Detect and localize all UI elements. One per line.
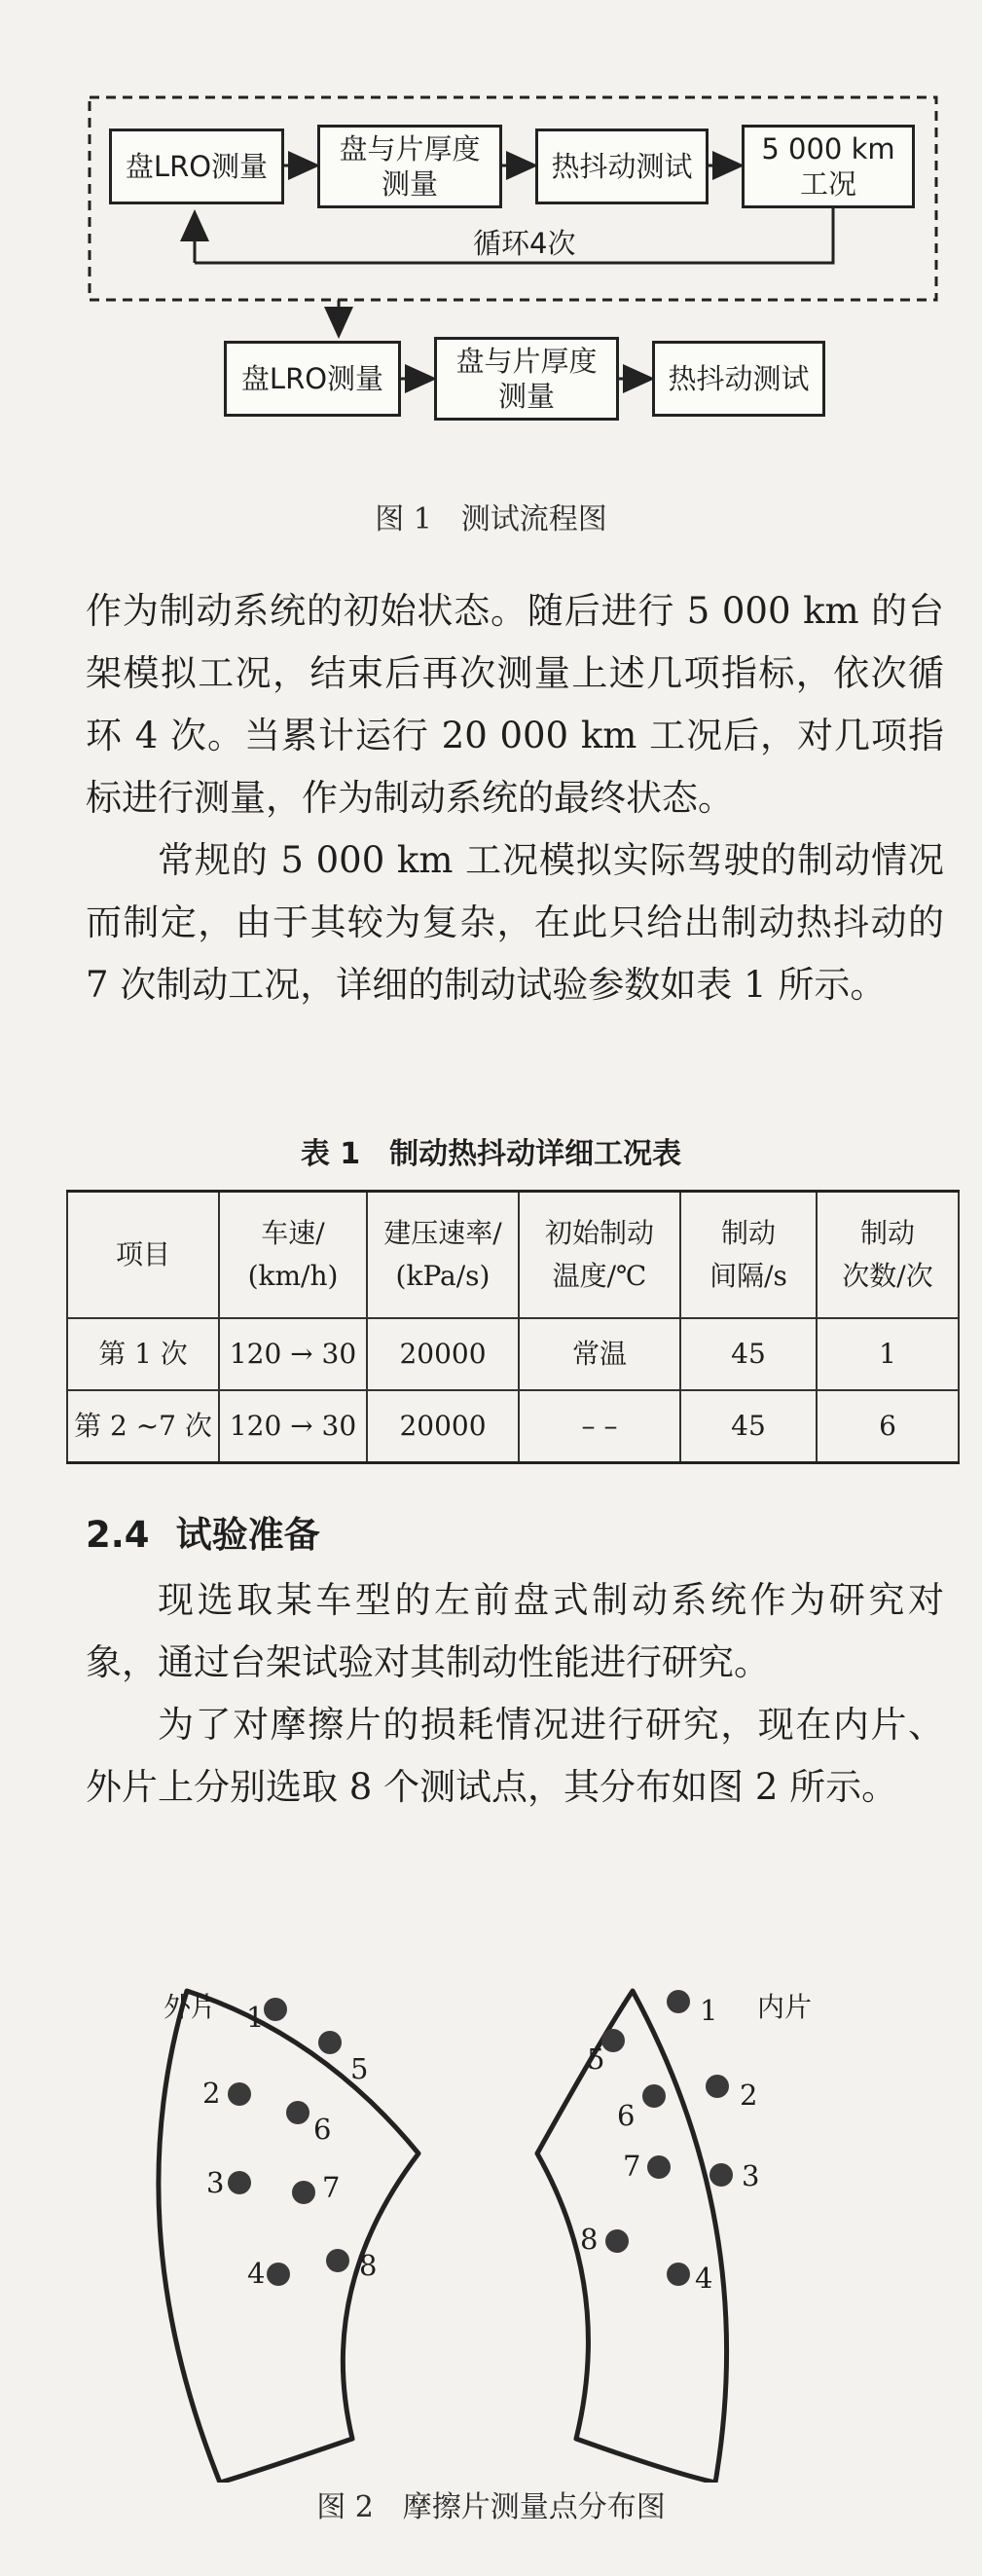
inner-point-7 xyxy=(647,2155,671,2179)
table-cell: 第 1 次 xyxy=(67,1318,219,1390)
inner-pad-shape xyxy=(537,1991,727,2483)
table-header-row xyxy=(67,1192,959,1319)
inner-point-label: 6 xyxy=(617,2099,636,2132)
header-pressure-rate: 建压速率/ (kPa/s) xyxy=(367,1192,519,1319)
inner-point-3 xyxy=(709,2163,733,2187)
table-cell: – – xyxy=(519,1390,680,1463)
header-item: 项目 xyxy=(67,1192,219,1319)
outer-point-label: 5 xyxy=(350,2052,369,2085)
section-number: 2.4 xyxy=(86,1514,150,1556)
table-1-title: 表 1 制动热抖动详细工况表 xyxy=(300,1137,682,1171)
table-cell: 1 xyxy=(817,1318,959,1390)
figure-1-caption: 图 1 测试流程图 xyxy=(375,502,607,536)
inner-point-label: 4 xyxy=(695,2262,713,2295)
inner-point-2 xyxy=(706,2075,729,2098)
inner-point-label: 2 xyxy=(740,2079,758,2112)
outer-point-7 xyxy=(292,2181,315,2204)
loop-label: 循环4次 xyxy=(473,227,576,260)
outer-point-6 xyxy=(286,2101,309,2124)
table-cell: 45 xyxy=(680,1318,817,1390)
inner-point-5 xyxy=(601,2029,625,2052)
outer-point-5 xyxy=(318,2031,342,2054)
paragraph-3: 现选取某车型的左前盘式制动系统作为研究对象，通过台架试验对其制动性能进行研究。 xyxy=(86,1579,944,1683)
outer-point-label: 1 xyxy=(246,2001,265,2034)
outer-point-label: 2 xyxy=(202,2077,221,2110)
inner-points xyxy=(601,1990,733,2286)
table-row xyxy=(67,1390,959,1463)
table-1 xyxy=(66,1190,960,1464)
box-judder-top: 热抖动测试 xyxy=(535,129,709,204)
table-cell: 第 2 ~7 次 xyxy=(67,1390,219,1463)
table-cell: 120 → 30 xyxy=(219,1390,367,1463)
box-thickness-bottom: 盘与片厚度 测量 xyxy=(434,337,619,421)
box-lro-top: 盘LRO测量 xyxy=(109,129,284,204)
outer-point-8 xyxy=(326,2249,349,2272)
table-cell: 20000 xyxy=(367,1390,519,1463)
outer-point-label: 3 xyxy=(206,2166,225,2199)
inner-point-label: 3 xyxy=(742,2159,760,2192)
header-speed: 车速/ (km/h) xyxy=(219,1192,367,1319)
inner-point-label: 5 xyxy=(587,2042,605,2076)
inner-point-8 xyxy=(605,2229,629,2253)
outer-point-1 xyxy=(264,1998,287,2021)
box-judder-bottom: 热抖动测试 xyxy=(652,341,825,417)
outer-point-3 xyxy=(228,2171,251,2194)
outer-point-label: 6 xyxy=(313,2113,332,2146)
friction-pads-diagram xyxy=(0,1898,982,2483)
box-condition: 5 000 km 工况 xyxy=(742,125,915,208)
inner-point-label: 1 xyxy=(700,1994,718,2027)
inner-point-label: 8 xyxy=(580,2223,599,2256)
inner-point-label: 7 xyxy=(623,2150,641,2183)
outer-point-4 xyxy=(267,2263,290,2286)
table-cell: 6 xyxy=(817,1390,959,1463)
header-initial-temp: 初始制动 温度/℃ xyxy=(519,1192,680,1319)
outer-point-label: 8 xyxy=(359,2249,378,2282)
paragraph-2: 常规的 5 000 km 工况模拟实际驾驶的制动情况而制定，由于其较为复杂，在此只给出制动热抖动的 7 次制动工况，详细的制动试验参数如表 1 所示。 xyxy=(86,839,944,1006)
box-lro-bottom: 盘LRO测量 xyxy=(224,341,401,417)
outer-pad-shape xyxy=(159,1991,418,2483)
section-heading xyxy=(86,1505,320,1558)
inner-pad-label: 内片 xyxy=(757,1991,813,2023)
box-thickness-top: 盘与片厚度 测量 xyxy=(317,125,502,208)
table-cell: 120 → 30 xyxy=(219,1318,367,1390)
table-row xyxy=(67,1318,959,1390)
outer-pad-label: 外片 xyxy=(164,1991,219,2023)
section-title: 试验准备 xyxy=(175,1514,320,1556)
inner-point-1 xyxy=(667,1990,690,2013)
inner-point-6 xyxy=(642,2084,666,2108)
table-cell: 45 xyxy=(680,1390,817,1463)
header-interval: 制动 间隔/s xyxy=(680,1192,817,1319)
paragraph-4: 为了对摩擦片的损耗情况进行研究，现在内片、外片上分别选取 8 个测试点，其分布如图 2 所示。 xyxy=(86,1704,944,1808)
inner-point-4 xyxy=(667,2263,690,2286)
table-cell: 20000 xyxy=(367,1318,519,1390)
table-cell: 常温 xyxy=(519,1318,680,1390)
outer-point-label: 7 xyxy=(322,2171,341,2204)
paragraph-1: 作为制动系统的初始状态。随后进行 5 000 km 的台架模拟工况，结束后再次测量上述几项指标，依次循环 4 次。当累计运行 20 000 km 工况后，对几项指标进行测量，作为制动系统的最终状态。 xyxy=(86,590,944,819)
outer-point-label: 4 xyxy=(247,2257,266,2290)
header-count: 制动 次数/次 xyxy=(817,1192,959,1319)
figure-2-caption: 图 2 摩擦片测量点分布图 xyxy=(316,2490,666,2524)
outer-point-2 xyxy=(228,2082,251,2106)
